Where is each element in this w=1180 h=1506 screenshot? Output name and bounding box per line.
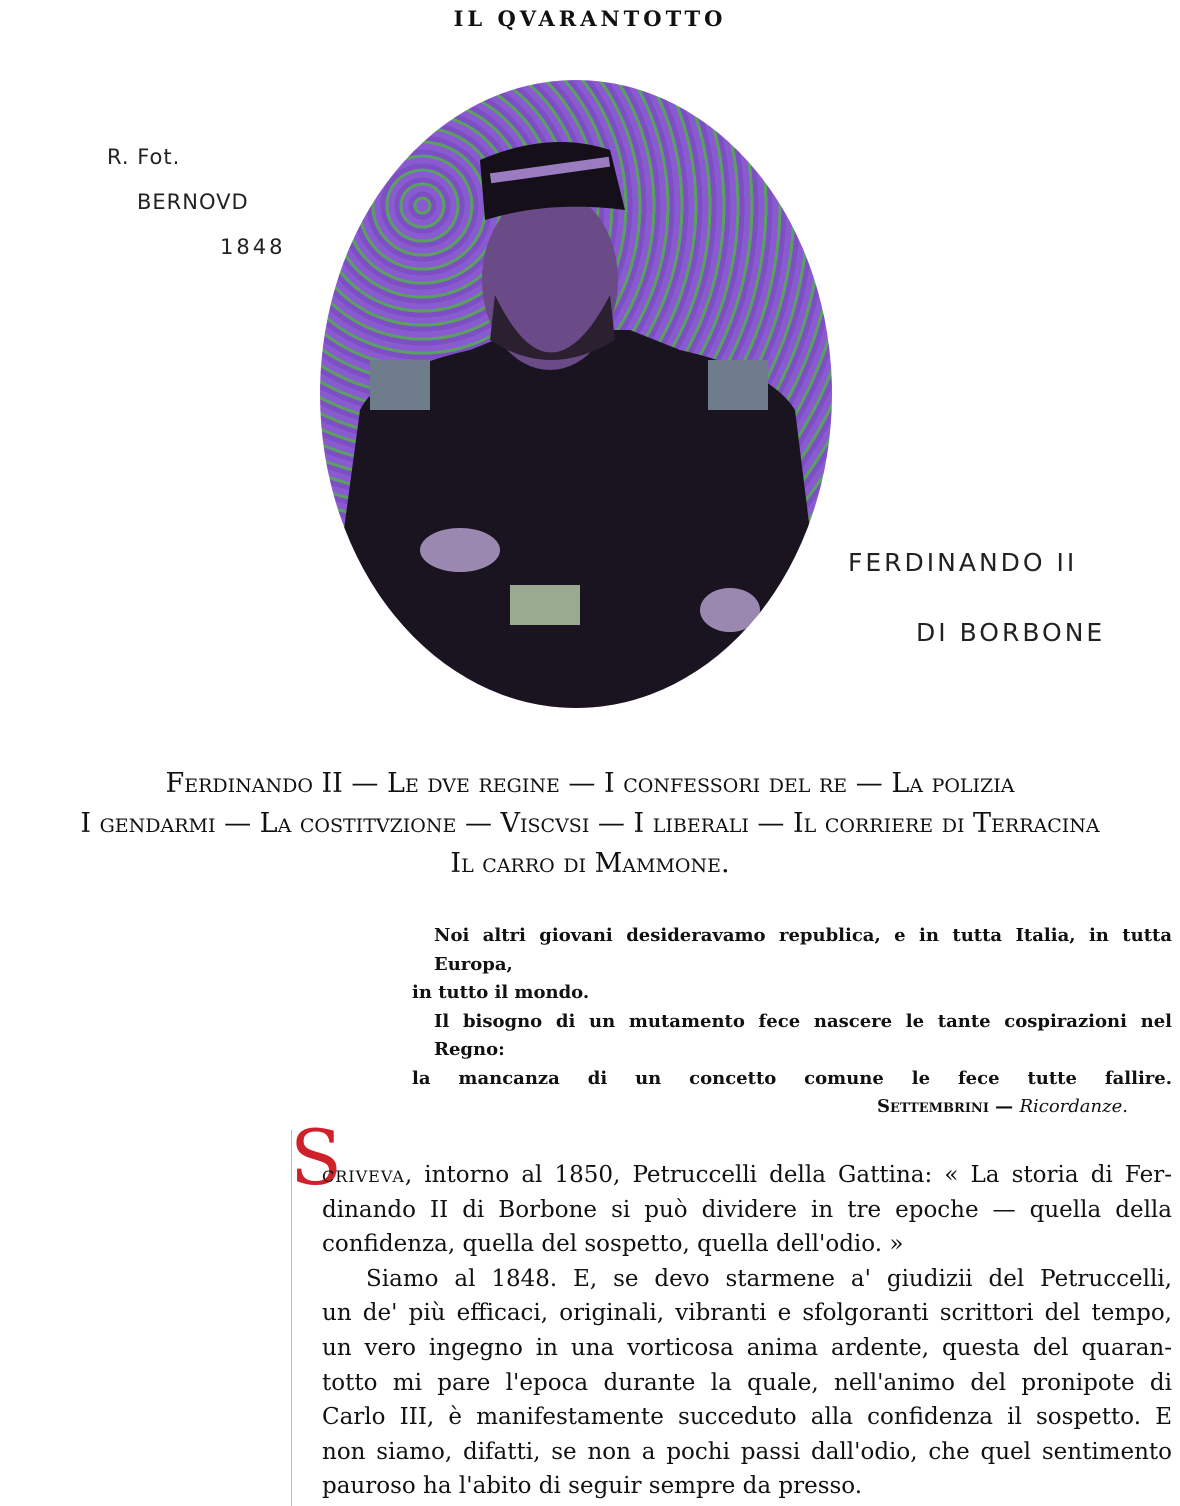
epigraph-line: Noi altri giovani desideravamo republica, e in tutta Italia, in tutta Europa, [434,925,1172,975]
body-line: Siamo al 1848. E, se devo starmene a' giudizii del Petruccelli, [366,1265,1172,1292]
epigraph [412,922,1172,1122]
body-line: un vero ingegno in una vorticosa anima ardente, questa del quaran- [322,1334,1172,1361]
photo-credit-line3: 1848 [220,235,286,259]
body-line: totto mi pare l'epoca durante la quale, nell'animo del pronipote di [322,1369,1172,1396]
body-line: non siamo, difatti, se non a pochi passi dall'odio, che quel sentimento [322,1438,1172,1465]
photo-credit-line1: R. Fot. [107,145,181,169]
body-line: Carlo III, è manifestamente succeduto alla confidenza il sospetto. E [322,1404,1172,1431]
chapter-summary-line: Ferdinando II — Le dve regine — I confessori del re — La polizia [165,768,1015,799]
epigraph-work: Ricordanze. [1019,1096,1128,1117]
photo-credit-line2: BERNOVD [137,190,249,214]
portrait-caption-line1: FERDINANDO II [848,548,1078,577]
epigraph-line: Il bisogno di un mutamento fece nascere le tante cospirazioni nel Regno: [434,1010,1172,1060]
epigraph-line: in tutto il mondo. [412,982,590,1003]
body-text [322,1158,1172,1504]
body-line: dinando II di Borbone si può dividere in tre epoche — quella della [322,1196,1172,1223]
chapter-summary [0,764,1180,884]
portrait-photo [320,80,832,708]
running-head: IL QVARANTOTTO [453,6,727,31]
portrait-caption-line2: DI BORBONE [916,618,1106,647]
epigraph-author: Settembrini — [876,1096,1014,1117]
epigraph-line: la mancanza di un concetto comune le fece tutte fallire. [412,1067,1172,1089]
chapter-summary-line: I gendarmi — La costitvzione — Viscvsi — I liberali — Il corriere di Terracina [80,808,1100,839]
chapter-summary-line: Il carro di Mammone. [450,848,730,879]
first-word: criveva [322,1162,405,1188]
drop-cap: S [290,1113,343,1202]
epigraph-source [412,1093,1172,1122]
portrait-figure [320,80,832,708]
body-line: pauroso ha l'abito di seguir sempre da presso. [322,1473,863,1500]
body-line-text: , intorno al 1850, Petruccelli della Gattina: « La storia di Fer- [404,1162,1172,1188]
body-line: un de' più efficaci, originali, vibranti e sfolgoranti scrittori del tempo, [322,1300,1172,1327]
body-line: confidenza, quella del sospetto, quella dell'odio. » [322,1231,904,1258]
body-line [322,1158,1172,1193]
